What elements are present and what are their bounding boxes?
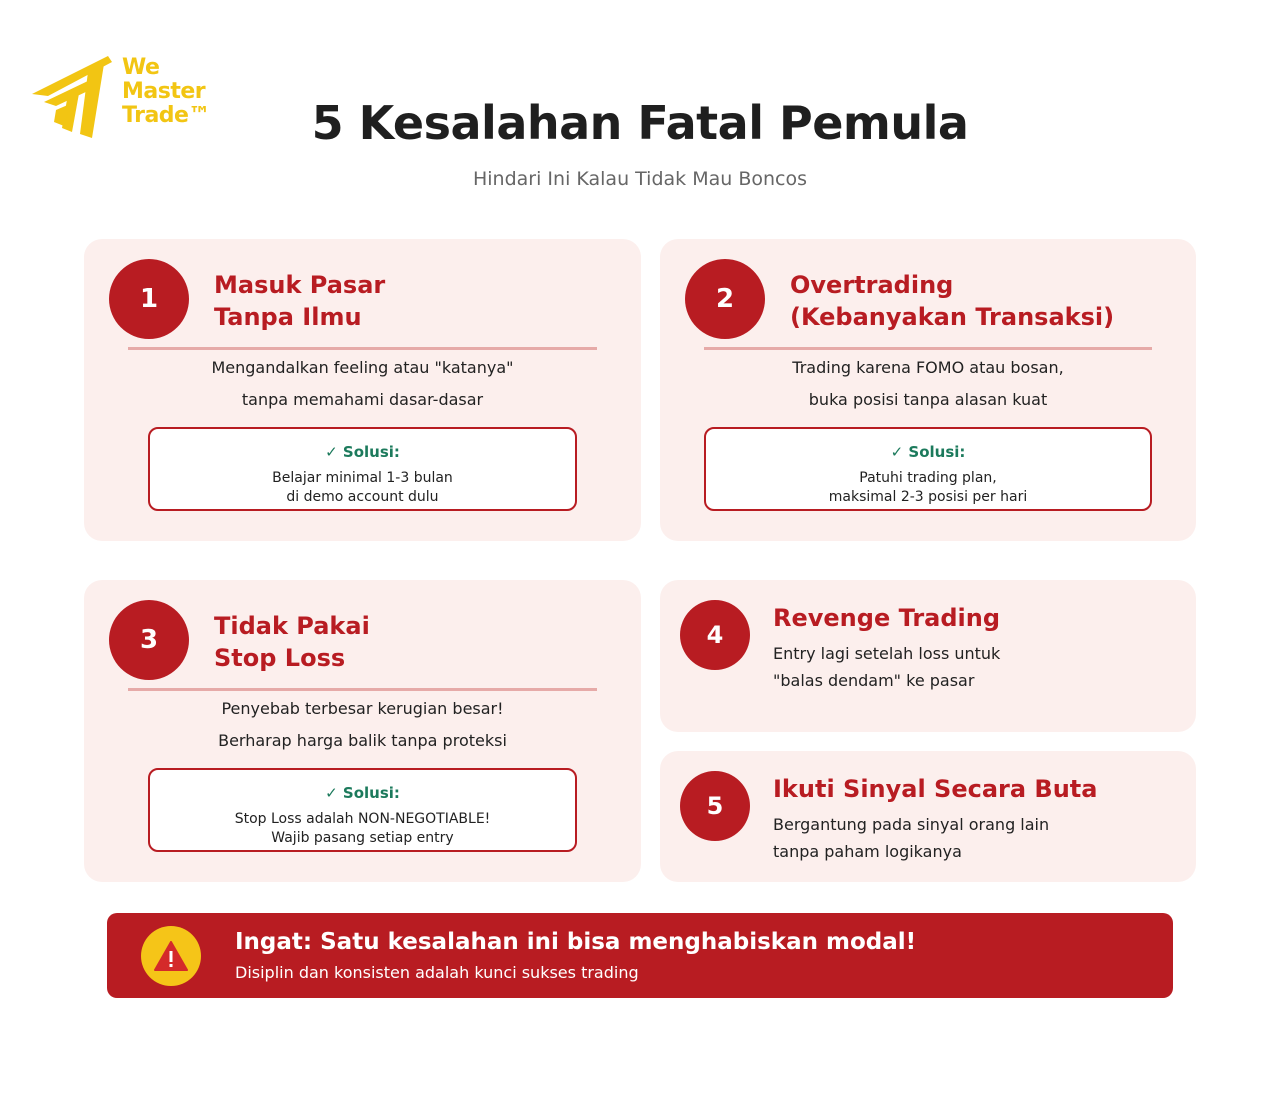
divider	[704, 347, 1152, 350]
logo-line-2: Master	[122, 79, 206, 104]
number-badge: 4	[680, 600, 750, 670]
mistake-description: Entry lagi setelah loss untuk "balas dendam" ke pasar	[773, 644, 1001, 690]
solution-text: Belajar minimal 1-3 bulan di demo account dulu	[272, 470, 453, 505]
reminder-banner	[107, 913, 1173, 998]
solution-label: ✓ Solusi:	[325, 443, 400, 461]
solution-text: Stop Loss adalah NON-NEGOTIABLE! Wajib pasang setiap entry	[234, 811, 491, 846]
solution-box	[148, 768, 577, 852]
number-badge: 1	[109, 259, 189, 339]
mistake-title: Revenge Trading	[773, 604, 1001, 632]
mistake-card-4	[660, 580, 1196, 732]
page-subtitle: Hindari Ini Kalau Tidak Mau Boncos	[472, 168, 807, 190]
mistake-card-2	[660, 239, 1196, 541]
mistake-description: Penyebab terbesar kerugian besar! Berharap harga balik tanpa proteksi	[218, 699, 507, 750]
logo-line-1: We	[122, 55, 160, 80]
mistake-description: Trading karena FOMO atau bosan, buka posisi tanpa alasan kuat	[792, 358, 1064, 409]
banner-subtitle: Disiplin dan konsisten adalah kunci sukses trading	[235, 963, 639, 982]
mistake-title: Overtrading (Kebanyakan Transaksi)	[790, 271, 1115, 331]
solution-label: ✓ Solusi:	[325, 784, 400, 802]
mistake-card-3	[84, 580, 641, 882]
number-badge: 2	[685, 259, 765, 339]
mistake-title: Tidak Pakai Stop Loss	[214, 612, 370, 672]
mistake-card-5	[660, 751, 1196, 882]
mistake-title: Masuk Pasar Tanpa Ilmu	[214, 271, 386, 331]
mistake-card-1	[84, 239, 641, 541]
mistake-title: Ikuti Sinyal Secara Buta	[773, 775, 1098, 803]
warning-icon	[141, 926, 201, 986]
solution-text: Patuhi trading plan, maksimal 2-3 posisi per hari	[828, 470, 1028, 505]
divider	[128, 347, 597, 350]
divider	[128, 688, 597, 691]
number-badge: 5	[680, 771, 750, 841]
page-title: 5 Kesalahan Fatal Pemula	[311, 96, 969, 150]
banner-title: Ingat: Satu kesalahan ini bisa menghabiskan modal!	[235, 929, 917, 955]
logo-line-3: Trade™	[122, 103, 210, 128]
solution-box	[704, 427, 1152, 511]
solution-label: ✓ Solusi:	[890, 443, 966, 461]
solution-box	[148, 427, 577, 511]
mistake-description: Mengandalkan feeling atau "katanya" tanpa memahami dasar-dasar	[211, 358, 514, 409]
mistake-description: Bergantung pada sinyal orang lain tanpa paham logikanya	[773, 815, 1050, 861]
number-badge: 3	[109, 600, 189, 680]
